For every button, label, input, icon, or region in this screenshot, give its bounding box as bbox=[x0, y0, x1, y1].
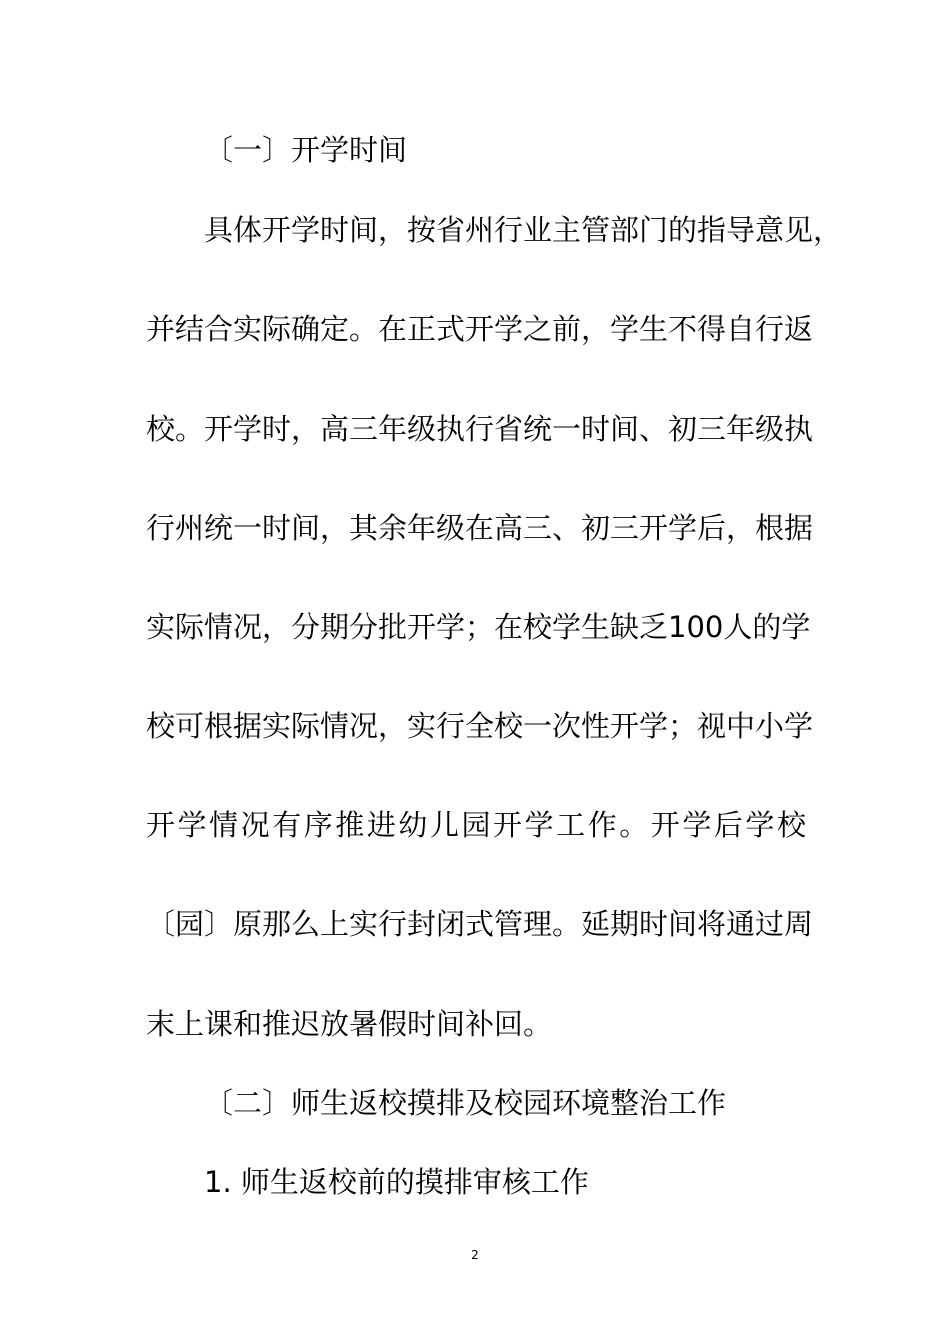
paragraph-line: 校。开学时，高三年级执行省统一时间、初三年级执 bbox=[146, 412, 814, 446]
section-heading-return-check: 〔二〕师生返校摸排及校园环境整治工作 bbox=[204, 1086, 727, 1120]
paragraph-line: 实际情况，分期分批开学；在校学生缺乏100人的学 bbox=[146, 610, 811, 644]
paragraph-line: 〔园〕原那么上实行封闭式管理。延期时间将通过周 bbox=[146, 907, 814, 941]
paragraph-line: 具体开学时间，按省州行业主管部门的指导意见， bbox=[204, 213, 843, 247]
paragraph-line: 末上课和推迟放暑假时间补回。 bbox=[146, 1007, 553, 1041]
page-number: 2 bbox=[471, 1248, 479, 1262]
paragraph-line: 校可根据实际情况，实行全校一次性开学；视中小学 bbox=[146, 709, 814, 743]
subsection-heading-precheck: 1. 师生返校前的摸排审核工作 bbox=[204, 1165, 589, 1199]
paragraph-line: 并结合实际确定。在正式开学之前，学生不得自行返 bbox=[146, 312, 814, 346]
paragraph-line: 开学情况有序推进幼儿园开学工作。开学后学校 bbox=[146, 808, 806, 842]
section-heading-opening-time: 〔一〕开学时间 bbox=[204, 133, 408, 167]
paragraph-line: 行州统一时间，其余年级在高三、初三开学后，根据 bbox=[146, 511, 814, 545]
